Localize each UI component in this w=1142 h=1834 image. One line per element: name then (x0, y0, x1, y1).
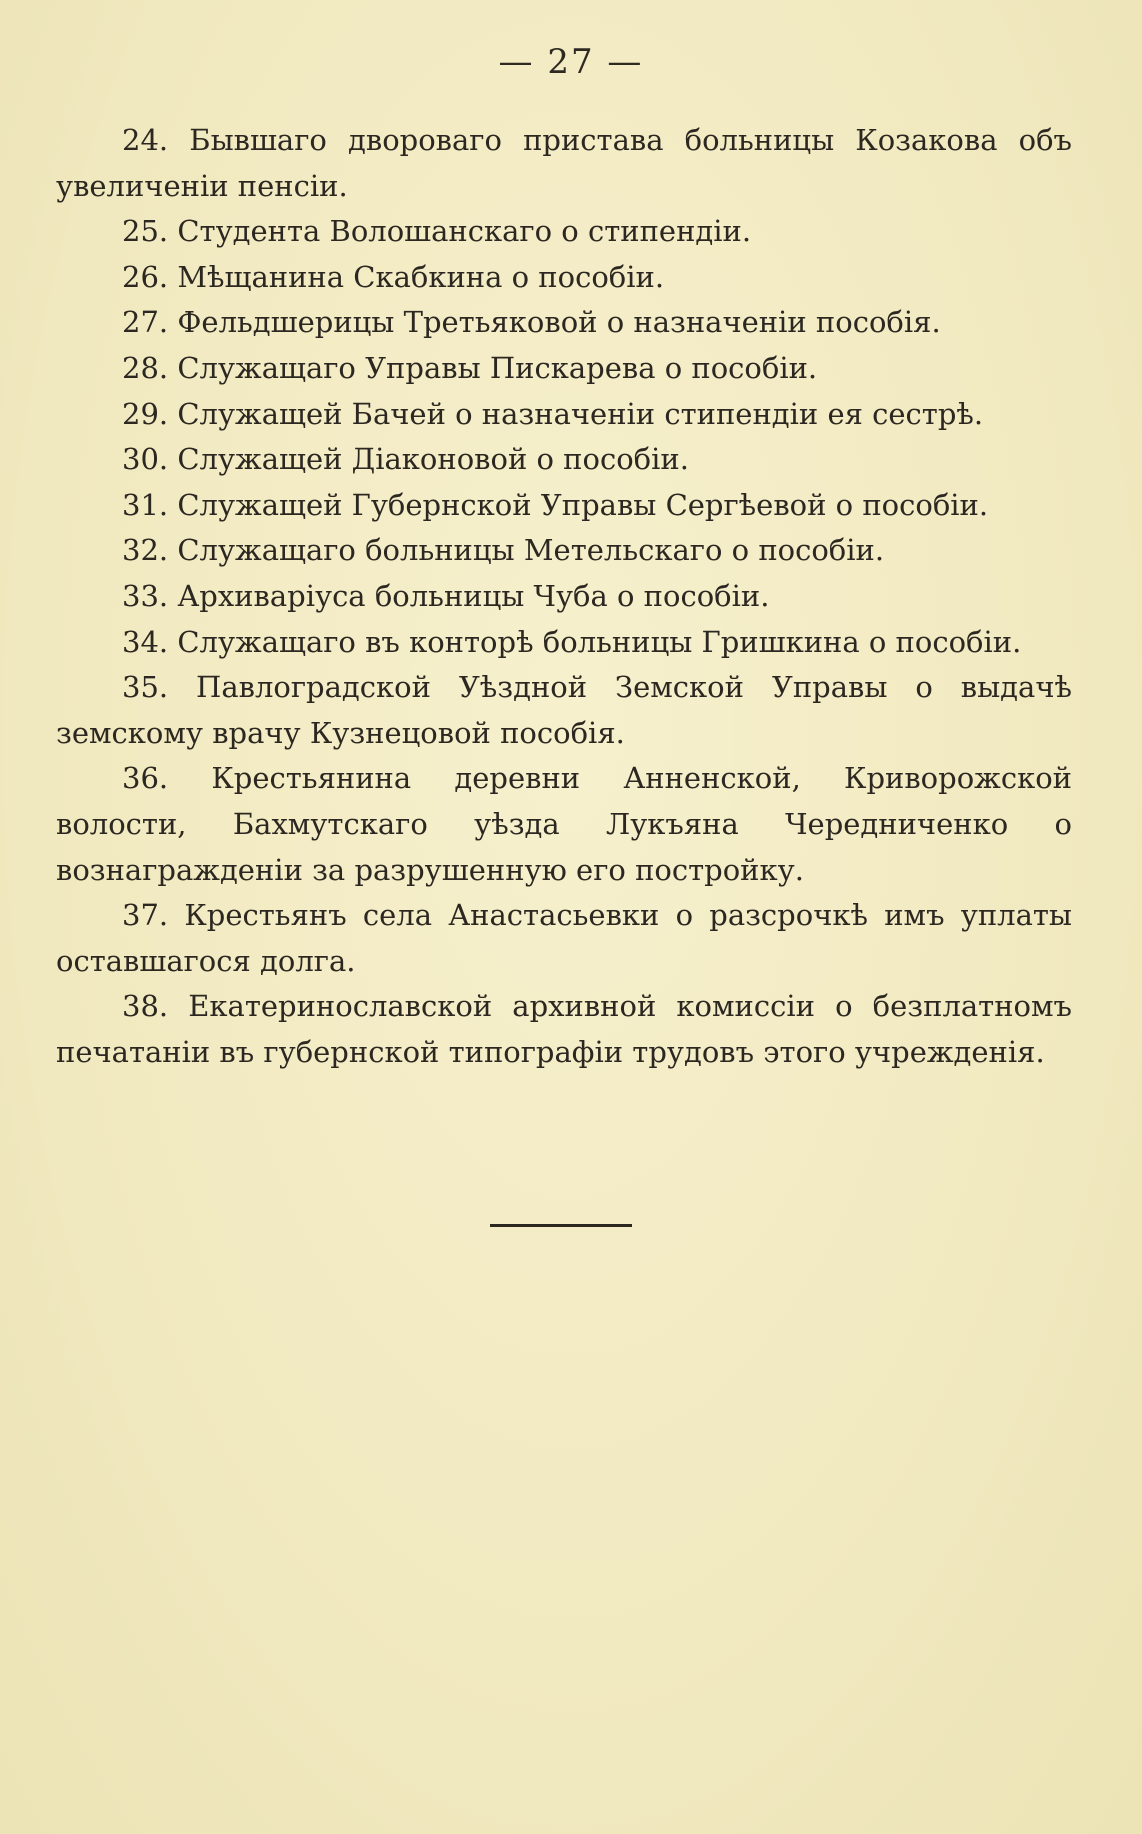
list-item: 32. Служащаго больницы Метельскаго о пособіи. (122, 533, 885, 568)
list-item: 25. Студента Волошанскаго о стипендіи. (122, 214, 752, 249)
entries-list (56, 118, 1072, 1075)
list-item: 31. Служащей Губернской Управы Сергѣевой о пособіи. (122, 487, 989, 522)
list-item: 34. Служащаго въ конторѣ больницы Гришкина о пособіи. (122, 624, 1022, 659)
list-item: 28. Служащаго Управы Пискарева о пособіи. (122, 350, 818, 385)
list-item: 38. Екатеринославской архивной комиссіи о безплатномъ печатаніи въ губернской типографіи трудовъ этого учрежденія. (56, 989, 1072, 1069)
list-item: 36. Крестьянина деревни Анненской, Криворожской волости, Бахмутскаго уѣзда Лукъяна Чередниченко о вознагражденіи за разрушенную его постройку. (56, 761, 1072, 887)
list-item: 30. Служащей Діаконовой о пособіи. (122, 442, 689, 477)
list-item: 37. Крестьянъ села Анастасьевки о разсрочкѣ имъ уплаты оставшагося долга. (56, 898, 1072, 978)
list-item: 33. Архиваріуса больницы Чуба о пособіи. (122, 578, 770, 613)
list-item: 26. Мѣщанина Скабкина о пособіи. (122, 259, 665, 294)
list-item: 27. Фельдшерицы Третьяковой о назначеніи пособія. (122, 305, 941, 340)
page-number: — 27 — (498, 42, 644, 82)
list-item: 24. Бывшаго двороваго пристава больницы Козакова объ увеличеніи пенсіи. (56, 123, 1072, 203)
closing-rule (490, 1224, 632, 1227)
list-item: 29. Служащей Бачей о назначеніи стипендіи ея сестрѣ. (122, 396, 984, 431)
list-item: 35. Павлоградской Уѣздной Земской Управы о выдачѣ земскому врачу Кузнецовой пособія. (56, 670, 1072, 750)
